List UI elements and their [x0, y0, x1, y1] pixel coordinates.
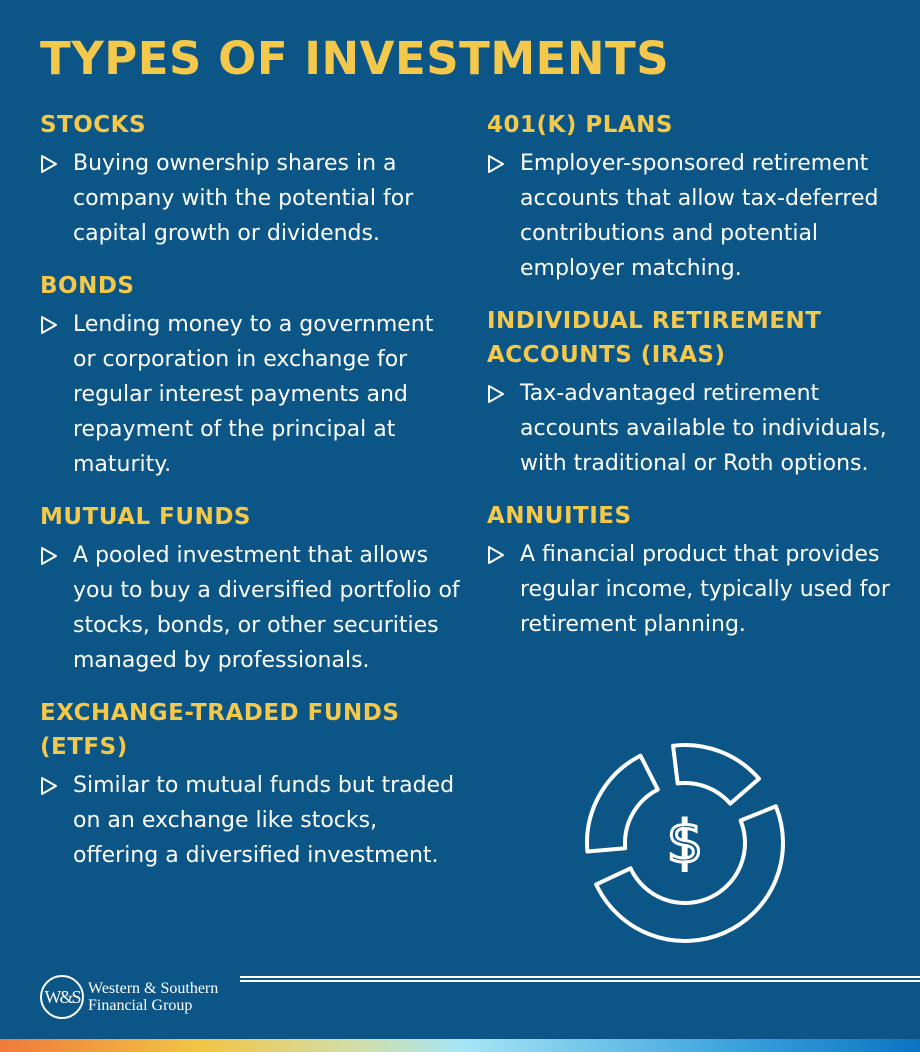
section-left-2	[40, 500, 460, 678]
section-heading: ANNUITIES	[487, 503, 632, 529]
right-column	[487, 108, 897, 660]
section-heading: MUTUAL FUNDS	[40, 504, 251, 530]
brand-line-2: Financial Group	[88, 997, 193, 1014]
item-text: Buying ownership shares in a company with the potential for capital growth or dividends.	[73, 151, 414, 246]
company-logo	[40, 975, 218, 1019]
left-column	[40, 108, 460, 891]
item-text: Tax-advantaged retirement accounts available to individuals, with traditional or Roth options.	[520, 381, 887, 476]
section-heading: STOCKS	[40, 112, 147, 138]
section-left-3	[40, 696, 460, 873]
dollar-sign-icon: $	[666, 808, 704, 876]
page-title: TYPES OF INVESTMENTS	[40, 32, 670, 85]
list-item	[40, 146, 460, 251]
section-left-0	[40, 108, 460, 251]
list-item	[487, 537, 897, 642]
section-right-1	[487, 304, 897, 481]
triangle-bullet-icon	[40, 307, 73, 482]
brand-line-1: Western & Southern	[88, 980, 219, 997]
gradient-bar	[0, 1039, 920, 1052]
triangle-bullet-icon	[40, 538, 73, 678]
triangle-bullet-icon	[487, 376, 520, 481]
section-heading: 401(K) PLANS	[487, 112, 673, 138]
donut-segment	[587, 756, 658, 852]
list-item	[487, 146, 897, 286]
list-item	[40, 768, 460, 873]
logo-seal: W&S	[40, 975, 84, 1019]
triangle-bullet-icon	[40, 146, 73, 251]
footer-rule	[240, 976, 920, 982]
list-item	[40, 307, 460, 482]
triangle-bullet-icon	[487, 146, 520, 286]
item-text: Similar to mutual funds but traded on an exchange like stocks, offering a diversified investment.	[73, 773, 455, 868]
section-heading: BONDS	[40, 273, 135, 299]
section-heading: EXCHANGE-TRADED FUNDS (ETFS)	[40, 700, 400, 760]
list-item	[487, 376, 897, 481]
section-right-2	[487, 499, 897, 642]
item-text: A financial product that provides regular income, typically used for retirement planning.	[520, 542, 890, 637]
triangle-bullet-icon	[40, 768, 73, 873]
section-right-0	[487, 108, 897, 286]
item-text: Employer-sponsored retirement accounts that allow tax-deferred contributions and potential employer matching.	[520, 151, 879, 281]
brand-name	[88, 980, 218, 1014]
section-heading: INDIVIDUAL RETIREMENT ACCOUNTS (IRAS)	[487, 308, 822, 368]
triangle-bullet-icon	[487, 537, 520, 642]
list-item	[40, 538, 460, 678]
donut-chart-dollar-icon	[570, 730, 800, 960]
item-text: A pooled investment that allows you to buy a diversified portfolio of stocks, bonds, or other securities managed by professionals.	[73, 543, 460, 673]
donut-segment	[673, 745, 759, 804]
section-left-1	[40, 269, 460, 482]
item-text: Lending money to a government or corporation in exchange for regular interest payments and repayment of the principal at maturity.	[73, 312, 434, 477]
